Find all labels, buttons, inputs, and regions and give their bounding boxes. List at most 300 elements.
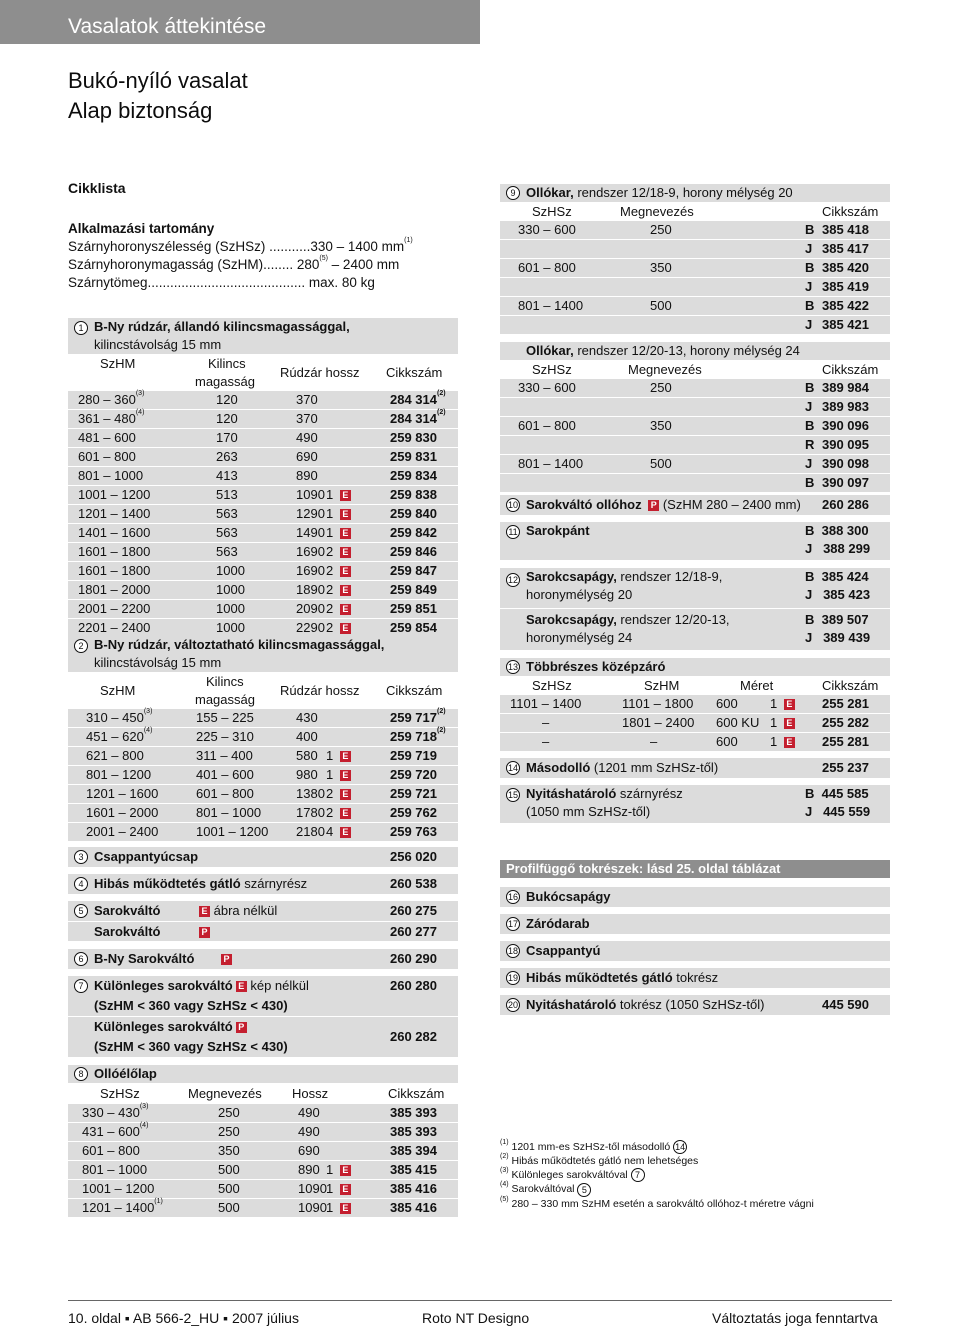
- rudzar-cell: 690: [298, 1143, 320, 1158]
- variant: J: [805, 541, 813, 556]
- kilincs-cell: 500: [218, 1181, 240, 1196]
- table-row: [68, 524, 458, 543]
- qty-cell: 4 E: [326, 823, 351, 841]
- cikkszam-cell: 390 095: [822, 437, 869, 452]
- col-meret: Méret: [740, 678, 774, 693]
- e-badge: E: [340, 1165, 351, 1176]
- col-rudzar: Rúdzár hossz: [280, 683, 360, 698]
- footnote-circle-ref: 7: [631, 1168, 645, 1182]
- cikkszam-cell: 259 846: [390, 544, 437, 559]
- section-5-c1: 260 275: [390, 903, 437, 918]
- kilincs-cell: 1000: [216, 563, 245, 578]
- table-row: [500, 379, 890, 398]
- section-11: [500, 522, 890, 560]
- section-1-number: 1: [74, 321, 88, 335]
- e-badge: E: [784, 737, 795, 748]
- szhm-cell: 621 – 800: [86, 748, 144, 763]
- footnotes: [500, 1140, 900, 1211]
- variant-cell: J: [805, 317, 813, 332]
- cikkszam-cell: 259 851: [390, 601, 437, 616]
- footnote: $^{(1)}$ 1201 mm-es SzHSz-től másodolló 14: [500, 1139, 686, 1153]
- section-2-header: [68, 636, 458, 673]
- variant-cell: J: [805, 399, 813, 414]
- section-9-title: Ollókar,: [526, 185, 574, 200]
- szhm-cell: –: [650, 734, 658, 749]
- kilincs-cell: 1000: [216, 582, 245, 597]
- col-cikkszam: Cikkszám: [386, 683, 443, 698]
- section-3-name: Csappantyúcsap: [94, 849, 199, 864]
- szhsz-cell: –: [542, 734, 550, 749]
- e-badge: E: [340, 1203, 351, 1214]
- variant: B: [805, 612, 815, 627]
- col-magassag: magasság: [195, 692, 255, 707]
- rudzar-cell: 2090: [296, 601, 325, 616]
- section-2-subtitle: kilincstávolság 15 mm: [94, 655, 222, 670]
- rudzar-cell: 490: [298, 1105, 320, 1120]
- table-row: [68, 823, 458, 842]
- section-16-name: Bukócsapágy: [526, 889, 611, 904]
- e-badge: E: [340, 566, 351, 577]
- profile-note: Profilfüggő tokrészek: lásd 25. oldal táblázat: [500, 860, 890, 878]
- section-1-subtitle: kilincstávolság 15 mm: [94, 337, 222, 352]
- szhm-cell: 601 – 800: [78, 449, 136, 464]
- app-line-2-sup: (5): [319, 255, 328, 262]
- szhm-cell: 330 – 430$^{(3)}$: [82, 1103, 149, 1120]
- szhm-cell: 801 – 1200: [86, 767, 152, 782]
- cikkszam-cell: 385 420: [822, 260, 869, 275]
- rudzar-cell: 1290: [296, 506, 325, 521]
- app-line-2b: – 2400 mm: [327, 257, 400, 272]
- section-11-name: Sarokpánt: [526, 523, 590, 538]
- szhsz-cell: 1101 – 1400: [510, 696, 582, 711]
- section-7-r2c: (SzHM < 360 vagy SzHSz < 430): [94, 1039, 288, 1054]
- cikkszam-cell: 259 849: [390, 582, 437, 597]
- rudzar-cell: 1780: [296, 805, 325, 820]
- section-10-number: 10: [507, 500, 518, 510]
- table-row: [68, 1123, 458, 1142]
- section-15-number: 15: [507, 790, 518, 800]
- cikkszam-cell: 389 984: [822, 380, 869, 395]
- section-7-r1b: kép nélkül: [250, 978, 309, 993]
- e-badge: E: [340, 623, 351, 634]
- section-13-name: Többrészes középzáró: [526, 659, 666, 674]
- e-badge: E: [784, 699, 795, 710]
- section-8-title: Ollóélőlap: [94, 1066, 157, 1081]
- rudzar-cell: 1690: [296, 563, 325, 578]
- footnote-number: (5): [500, 1195, 509, 1203]
- e-badge: E: [340, 1184, 351, 1195]
- cikkszam-cell: 385 418: [822, 222, 869, 237]
- p-badge: P: [221, 954, 232, 965]
- table-row: [68, 429, 458, 448]
- section-17-name: Záródarab: [526, 916, 590, 931]
- rudzar-cell: 2290: [296, 620, 325, 635]
- section-18: [500, 941, 890, 961]
- table-row: [68, 543, 458, 562]
- rudzar-cell: 1890: [296, 582, 325, 597]
- table-row: [500, 714, 890, 733]
- szhm-cell: 431 – 600$^{(4)}$: [82, 1122, 149, 1139]
- cikkszam-cell: 259 831: [390, 449, 437, 464]
- variant: B: [805, 786, 815, 801]
- section-17: [500, 914, 890, 934]
- section-14-number: 14: [507, 763, 518, 773]
- kilincs-cell: 263: [216, 449, 238, 464]
- qty-cell: 2 E: [326, 600, 351, 618]
- kilincs-cell: 401 – 600: [196, 767, 254, 782]
- footnote-ref: (2): [437, 708, 446, 715]
- qty-cell: 2 E: [326, 619, 351, 637]
- szhsz-cell: 330 – 600: [518, 222, 576, 237]
- section-10-extra: (SzHM 280 – 2400 mm): [662, 497, 801, 512]
- table-row: [500, 398, 890, 417]
- table-row: [68, 804, 458, 823]
- cikkszam-cell: 255 281: [822, 696, 869, 711]
- section-3-number: 3: [74, 850, 88, 864]
- section-14-extra: (1201 mm SzHSz-től): [590, 760, 719, 775]
- table-row: [68, 505, 458, 524]
- szhm-cell: 310 – 450$^{(3)}$: [86, 708, 153, 725]
- section-4-number: 4: [74, 877, 88, 891]
- variant-cell: B: [805, 298, 815, 313]
- cikkszam-cell: 385 419: [822, 279, 869, 294]
- section-5-c2: 260 277: [390, 924, 437, 939]
- col-cikkszam: Cikkszám: [822, 362, 879, 377]
- footnote-ref: (2): [437, 409, 446, 416]
- col-cikkszam: Cikkszám: [822, 678, 879, 693]
- app-line-3: Szárnytömeg.......................................... max. 80 kg: [68, 275, 375, 290]
- szhm-cell: 361 – 480$^{(4)}$: [78, 409, 145, 426]
- qty-cell: 1 E: [326, 1161, 351, 1179]
- cikklista-heading: Cikklista: [68, 180, 126, 196]
- e-badge: E: [784, 718, 795, 729]
- section-9: [500, 184, 890, 493]
- section-6-number: 6: [74, 952, 88, 966]
- variant: J: [805, 630, 813, 645]
- kilincs-cell: 513: [216, 487, 238, 502]
- table-row: [500, 455, 890, 474]
- e-badge: E: [340, 751, 351, 762]
- rudzar-cell: 370: [296, 411, 318, 426]
- kilincs-cell: 413: [216, 468, 238, 483]
- table-row: [68, 709, 458, 728]
- megnevezes-cell: 350: [650, 418, 672, 433]
- e-badge: E: [340, 789, 351, 800]
- footnote-number: (3): [500, 1167, 509, 1175]
- table-row: [500, 240, 890, 259]
- rudzar-cell: 1090: [298, 1181, 327, 1196]
- kilincs-cell: 563: [216, 525, 238, 540]
- table-row: [68, 1161, 458, 1180]
- col-hossz: Hossz: [292, 1086, 329, 1101]
- footer-divider: [68, 1300, 892, 1301]
- megnevezes-cell: 350: [650, 260, 672, 275]
- variant-cell: B: [805, 418, 815, 433]
- cikkszam-cell: 390 098: [822, 456, 869, 471]
- meret-cell: 600 KU: [716, 715, 760, 730]
- p-badge: P: [236, 1022, 247, 1033]
- section-13-number: 13: [507, 662, 518, 672]
- szhm-cell: 1801 – 2000: [78, 582, 151, 597]
- szhsz-cell: 801 – 1400: [518, 298, 584, 313]
- cikkszam-cell: 259 763: [390, 824, 437, 839]
- section-11-codes: [805, 522, 870, 558]
- kilincs-cell: 563: [216, 506, 238, 521]
- section-13: [500, 658, 890, 752]
- section-5-r1b: ábra nélkül: [213, 903, 278, 918]
- szhm-cell: 280 – 360$^{(3)}$: [78, 390, 145, 407]
- qty-cell: 1 E: [326, 524, 351, 542]
- variant-cell: R: [805, 437, 815, 452]
- col-cikkszam: Cikkszám: [388, 1086, 445, 1101]
- cikkszam-cell: 259 842: [390, 525, 437, 540]
- section-8-rows: [68, 1104, 458, 1218]
- section-9b-header: [500, 342, 890, 361]
- qty-cell: 1 E: [326, 486, 351, 504]
- section-6: [68, 949, 458, 969]
- section-9-col-headers: [500, 203, 890, 221]
- section-4: [68, 874, 458, 894]
- table-row: [68, 1180, 458, 1199]
- code: 389 439: [823, 630, 871, 645]
- rudzar-cell: 1090: [296, 487, 325, 502]
- szhm-cell: 2001 – 2200: [78, 601, 151, 616]
- section-7-row-1: [68, 976, 458, 1016]
- section-2-rows: [68, 709, 458, 842]
- kilincs-cell: 120: [216, 411, 238, 426]
- table-row: [68, 581, 458, 600]
- qty-cell: 2 E: [326, 785, 351, 803]
- rudzar-cell: 400: [296, 729, 318, 744]
- section-2-title: B-Ny rúdzár, változtatható kilincsmagassággal,: [94, 637, 385, 652]
- col-szhm: SzHM: [100, 356, 136, 371]
- cikkszam-cell: 259 830: [390, 430, 437, 445]
- section-16-number: 16: [507, 892, 518, 902]
- col-kilincs: Kilincs: [208, 356, 246, 371]
- cikkszam-cell: 259 854: [390, 620, 437, 635]
- cikkszam-cell: 385 416: [390, 1181, 437, 1196]
- footnote-ref: (4): [143, 727, 153, 734]
- szhm-cell: 451 – 620$^{(4)}$: [86, 727, 153, 744]
- table-row: [68, 562, 458, 581]
- section-12: [500, 568, 890, 650]
- table-row: [68, 391, 458, 410]
- szhm-cell: 1001 – 1200: [78, 487, 151, 502]
- table-row: [500, 297, 890, 316]
- e-badge: E: [340, 770, 351, 781]
- section-20-code: 445 590: [822, 997, 869, 1012]
- application-range: [68, 220, 413, 292]
- szhsz-cell: –: [542, 715, 550, 730]
- e-badge: E: [340, 509, 351, 520]
- section-9b-titleb: rendszer 12/20-13, horony mélység 24: [573, 343, 800, 358]
- section-9-rows: [500, 221, 890, 335]
- section-9-number: 9: [506, 186, 520, 200]
- col-szhsz: SzHSz: [532, 678, 572, 693]
- section-11-number: 11: [506, 525, 520, 539]
- qty-cell: 1 E: [326, 1199, 351, 1217]
- e-badge: E: [340, 528, 351, 539]
- cikkszam-cell: 255 282: [822, 715, 869, 730]
- rudzar-cell: 890: [296, 468, 318, 483]
- section-4-suffix: szárnyrész: [240, 876, 308, 891]
- p-badge: P: [648, 500, 659, 511]
- szhsz-cell: 330 – 600: [518, 380, 576, 395]
- footnote: $^{(4)}$ Sarokváltóval 5: [500, 1182, 900, 1196]
- szhsz-cell: 801 – 1400: [518, 456, 584, 471]
- qty-cell: 2 E: [326, 581, 351, 599]
- section-19-name: Hibás működtetés gátló: [526, 970, 673, 985]
- szhm-cell: 1001 – 1200: [82, 1181, 155, 1196]
- rudzar-cell: 430: [296, 710, 318, 725]
- section-14-code: 255 237: [822, 760, 869, 775]
- p-badge: P: [199, 927, 210, 938]
- section-20-extra: tokrész (1050 SzHSz-től): [616, 997, 765, 1012]
- cikkszam-cell: 389 983: [822, 399, 869, 414]
- section-9-header: [500, 184, 890, 203]
- section-3-code: 256 020: [390, 849, 437, 864]
- cikkszam-cell: 385 415: [390, 1162, 437, 1177]
- section-18-number: 18: [507, 946, 518, 956]
- e-badge: E: [199, 906, 210, 917]
- qty-cell: 1 E: [326, 766, 351, 784]
- cikkszam-cell: 385 393: [390, 1124, 437, 1139]
- app-heading: Alkalmazási tartomány: [68, 221, 215, 236]
- table-row: [68, 467, 458, 486]
- variant: J: [805, 804, 813, 819]
- col-szhm: SzHM: [100, 683, 136, 698]
- table-row: [500, 221, 890, 240]
- megnevezes-cell: 250: [650, 222, 672, 237]
- footnote-circle-ref: 5: [577, 1183, 591, 1197]
- table-row: [68, 1199, 458, 1218]
- col-megnevezes: Megnevezés: [188, 1086, 262, 1101]
- footnote-ref: (3): [143, 708, 153, 715]
- kilincs-cell: 250: [218, 1105, 240, 1120]
- footnote: $^{(3)}$ Különleges sarokváltóval 7: [500, 1168, 900, 1182]
- col-magassag: magasság: [195, 374, 255, 389]
- table-row: [500, 417, 890, 436]
- table-row: [500, 695, 890, 714]
- col-megnevezes: Megnevezés: [620, 204, 694, 219]
- section-12-bb: rendszer 12/20-13,: [616, 612, 730, 627]
- section-7-c2: 260 282: [390, 1029, 437, 1044]
- section-8-col-headers: [68, 1084, 458, 1104]
- kilincs-cell: 250: [218, 1124, 240, 1139]
- section-4-code: 260 538: [390, 876, 437, 891]
- table-row: [68, 1104, 458, 1123]
- section-7-r1c: (SzHM < 360 vagy SzHSz < 430): [94, 998, 288, 1013]
- qty-cell: 2 E: [326, 562, 351, 580]
- section-10: [500, 495, 890, 515]
- col-szhsz: SzHSz: [100, 1086, 140, 1101]
- section-12-b2: horonymélység 24: [526, 630, 633, 645]
- section-14: [500, 758, 890, 778]
- cikkszam-cell: 255 281: [822, 734, 869, 749]
- megnevezes-cell: 500: [650, 298, 672, 313]
- col-szhsz: SzHSz: [532, 204, 572, 219]
- kilincs-cell: 1000: [216, 601, 245, 616]
- szhm-cell: 1601 – 2000: [86, 805, 159, 820]
- kilincs-cell: 170: [216, 430, 238, 445]
- table-row: [68, 1142, 458, 1161]
- cikkszam-cell: 259 719: [390, 748, 437, 763]
- section-13-col-headers: [500, 677, 890, 695]
- variant-cell: J: [805, 456, 813, 471]
- section-20: [500, 995, 890, 1015]
- footnote-circle-ref: 14: [675, 1142, 686, 1153]
- section-1: [68, 318, 458, 638]
- qty-cell: 1 E: [770, 714, 795, 732]
- cikkszam-cell: 284 314$^{(2)}$: [390, 390, 446, 407]
- e-badge: E: [340, 585, 351, 596]
- variant-cell: B: [805, 222, 815, 237]
- cikkszam-cell: 259 762: [390, 805, 437, 820]
- rudzar-cell: 690: [296, 449, 318, 464]
- kilincs-cell: 500: [218, 1162, 240, 1177]
- cikkszam-cell: 385 416: [390, 1200, 437, 1215]
- section-5-r2: Sarokváltó: [94, 924, 161, 939]
- rudzar-cell: 1690: [296, 544, 325, 559]
- section-7-row-2: [68, 1016, 458, 1057]
- e-badge: E: [340, 490, 351, 501]
- code: 385 423: [823, 587, 871, 602]
- kilincs-cell: 311 – 400: [196, 748, 253, 763]
- footer-right: Változtatás joga fenntartva: [712, 1310, 878, 1326]
- page-title: [68, 66, 248, 126]
- footnote-ref: (4): [139, 1122, 149, 1129]
- footer-left: 10. oldal ▪ AB 566-2_HU ▪ 2007 július: [68, 1310, 299, 1326]
- kilincs-cell: 1000: [216, 620, 245, 635]
- szhm-cell: 801 – 1000: [82, 1162, 148, 1177]
- variant-cell: J: [805, 241, 813, 256]
- section-6-name: B-Ny Sarokváltó: [94, 951, 195, 966]
- rudzar-cell: 370: [296, 392, 318, 407]
- variant-cell: J: [805, 279, 813, 294]
- variant-cell: B: [805, 475, 815, 490]
- cikkszam-cell: 259 721: [390, 786, 437, 801]
- section-5: [68, 901, 458, 941]
- section-12-number: 12: [507, 575, 518, 585]
- section-20-name: Nyitáshatároló: [526, 997, 617, 1012]
- section-15: [500, 785, 890, 823]
- section-12-a: Sarokcsapágy,: [526, 569, 617, 584]
- section-12-ab: rendszer 12/18-9,: [616, 569, 723, 584]
- col-kilincs: Kilincs: [206, 674, 244, 689]
- footnote-ref: (2): [437, 390, 446, 397]
- table-row: [68, 448, 458, 467]
- szhm-cell: 801 – 1000: [78, 468, 144, 483]
- szhm-cell: 1801 – 2400: [622, 715, 695, 730]
- szhm-cell: 2201 – 2400: [78, 620, 151, 635]
- title-line-2: Alap biztonság: [68, 98, 213, 123]
- szhm-cell: 1201 – 1600: [86, 786, 159, 801]
- cikkszam-cell: 259 717$^{(2)}$: [390, 708, 446, 725]
- table-row: [500, 436, 890, 455]
- section-8-header: [68, 1065, 458, 1084]
- kilincs-cell: 563: [216, 544, 238, 559]
- section-10-code: 260 286: [822, 497, 869, 512]
- szhm-cell: 1101 – 1800: [622, 696, 694, 711]
- rudzar-cell: 2180: [296, 824, 325, 839]
- footnote-ref: (3): [135, 390, 145, 397]
- footnote: $^{(2)}$ Hibás működtetés gátló nem lehetséges: [500, 1153, 699, 1168]
- code: 445 585: [821, 786, 869, 801]
- table-row: [68, 600, 458, 619]
- qty-cell: 1 E: [326, 1180, 351, 1198]
- section-9b-title: Ollókar,: [526, 343, 574, 358]
- meret-cell: 600: [716, 734, 738, 749]
